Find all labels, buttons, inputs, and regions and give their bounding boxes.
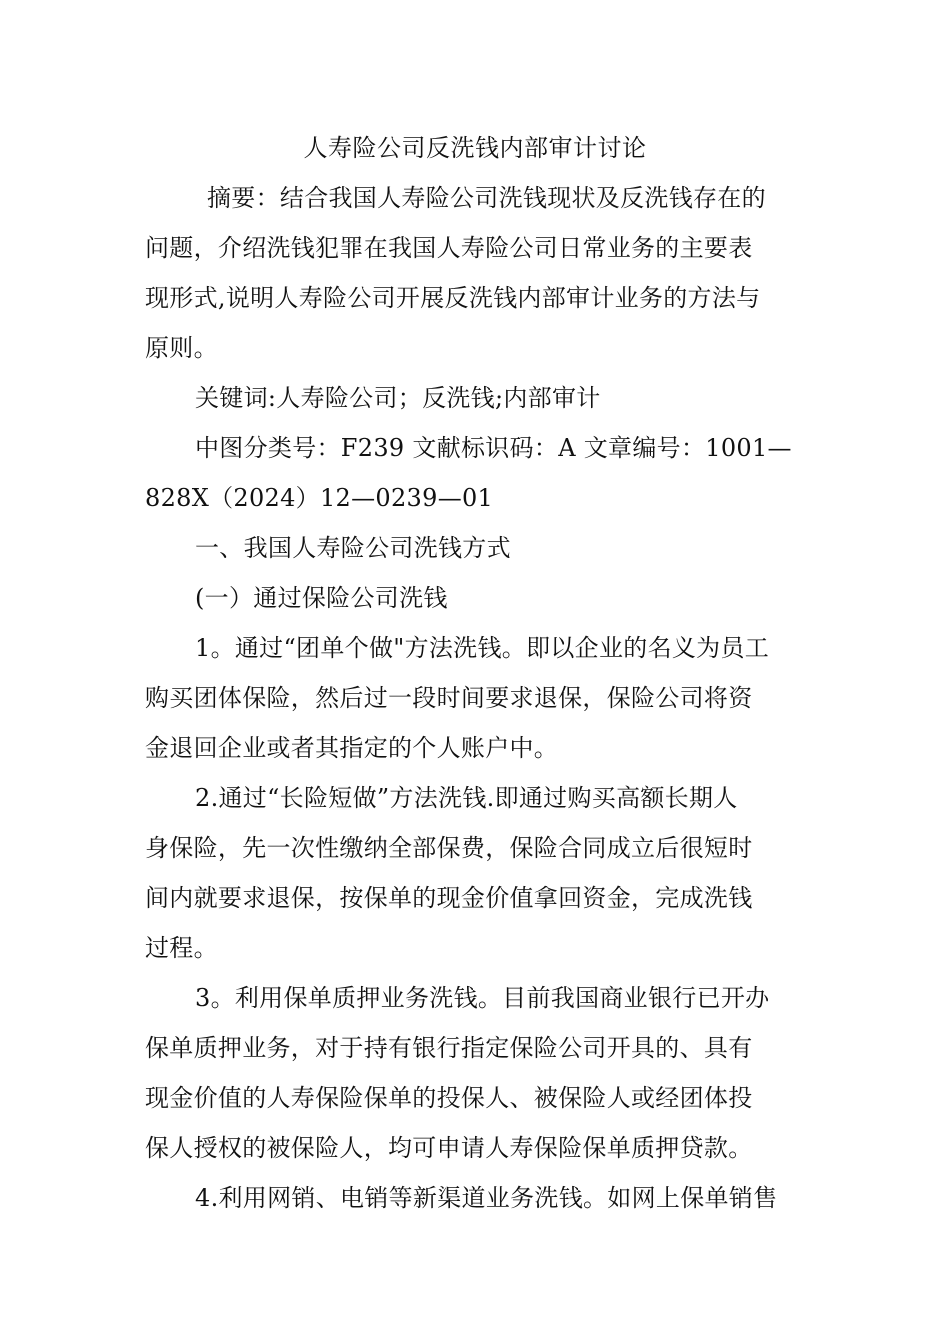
document-title: 人寿险公司反洗钱内部审计讨论 [303, 134, 647, 162]
subsection-heading: (一）通过保险公司洗钱 [195, 584, 448, 612]
classification-line-2: 828X（2024）12—0239—01 [145, 484, 494, 512]
paragraph-2-line-1: 2.通过“长险短做”方法洗钱.即通过购买高额长期人 [195, 784, 738, 812]
paragraph-2-line-4: 过程。 [145, 934, 218, 962]
classification-line-1: 中图分类号：F239 文献标识码：A 文章编号：1001— [195, 434, 792, 462]
paragraph-4-line-1: 4.利用网销、电销等新渠道业务洗钱。如网上保单销售 [195, 1184, 778, 1212]
section-heading: 一、我国人寿险公司洗钱方式 [195, 534, 511, 562]
abstract-line-4: 原则。 [145, 334, 218, 362]
paragraph-1-line-3: 金退回企业或者其指定的个人账户中。 [145, 734, 559, 762]
paragraph-2-line-2: 身保险，先一次性缴纳全部保费，保险合同成立后很短时 [145, 834, 753, 862]
paragraph-3-line-2: 保单质押业务，对于持有银行指定保险公司开具的、具有 [145, 1034, 753, 1062]
abstract-line-1: 摘要：结合我国人寿险公司洗钱现状及反洗钱存在的 [207, 184, 766, 212]
paragraph-3-line-4: 保人授权的被保险人，均可申请人寿保险保单质押贷款。 [145, 1134, 753, 1162]
paragraph-2-line-3: 间内就要求退保，按保单的现金价值拿回资金，完成洗钱 [145, 884, 753, 912]
abstract-line-3: 现形式,说明人寿险公司开展反洗钱内部审计业务的方法与 [145, 284, 761, 312]
paragraph-1-line-1: 1。通过“团单个做"方法洗钱。即以企业的名义为员工 [195, 634, 770, 662]
keywords-line: 关键词:人寿险公司；反洗钱;内部审计 [195, 384, 601, 412]
paragraph-3-line-1: 3。利用保单质押业务洗钱。目前我国商业银行已开办 [195, 984, 770, 1012]
abstract-line-2: 问题，介绍洗钱犯罪在我国人寿险公司日常业务的主要表 [145, 234, 753, 262]
paragraph-3-line-3: 现金价值的人寿保险保单的投保人、被保险人或经团体投 [145, 1084, 753, 1112]
paragraph-1-line-2: 购买团体保险，然后过一段时间要求退保，保险公司将资 [145, 684, 753, 712]
